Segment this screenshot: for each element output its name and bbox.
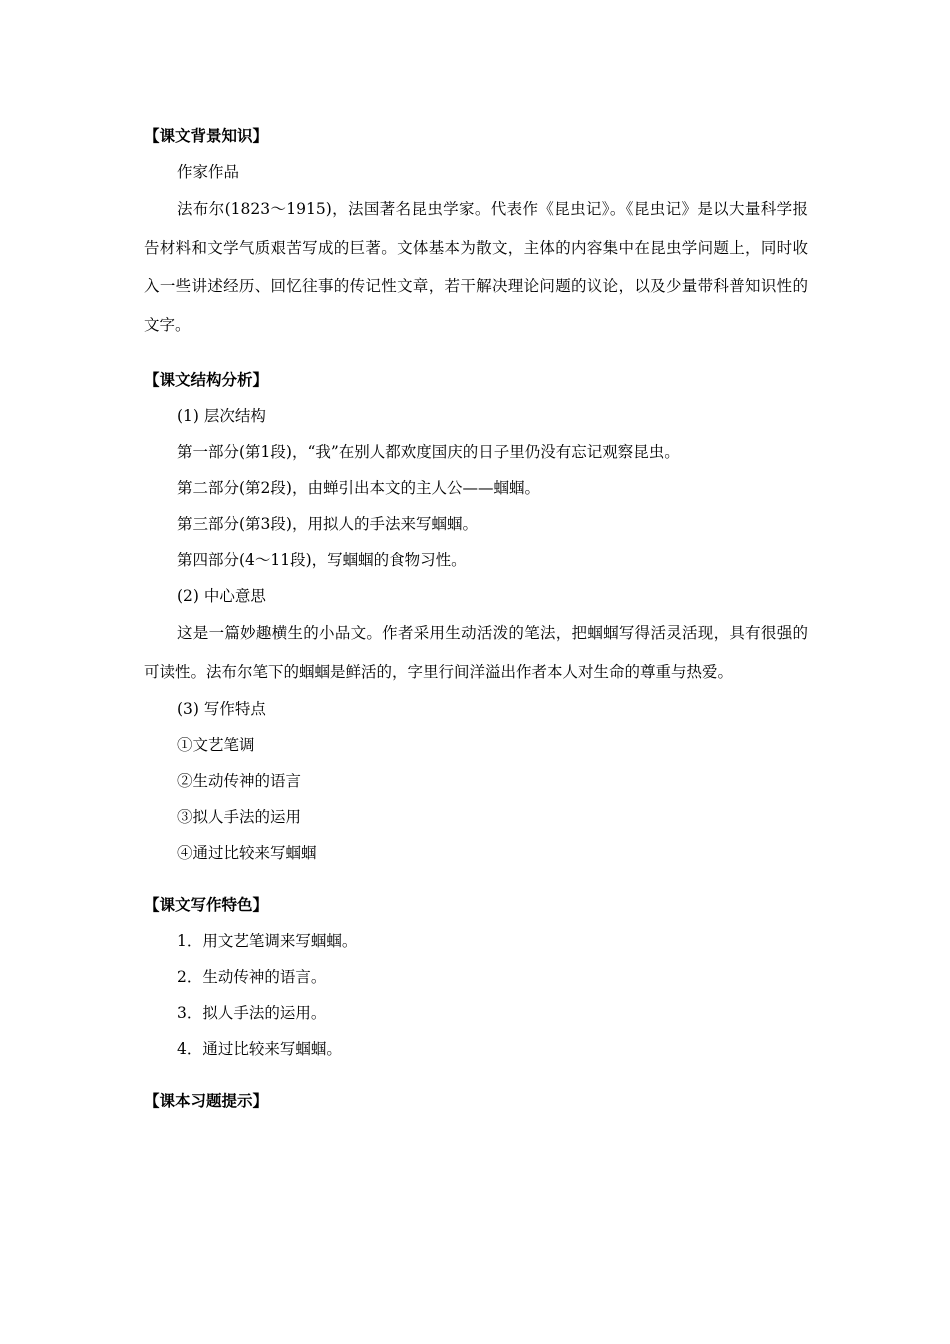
section-heading-structure: 【课文结构分析】 — [144, 371, 269, 389]
list-item-writing-4: 4．通过比较来写蝈蝈。 — [177, 1040, 342, 1058]
section-heading-writing: 【课文写作特色】 — [144, 896, 269, 914]
subheading-layers: (1) 层次结构 — [177, 407, 266, 425]
section-heading-background: 【课文背景知识】 — [144, 127, 269, 145]
subheading-author-works: 作家作品 — [177, 163, 240, 181]
list-item-writing-2: 2．生动传神的语言。 — [177, 968, 327, 986]
subheading-writing-features: (3) 写作特点 — [177, 700, 266, 718]
list-item-part-2: 第二部分(第2段)，由蝉引出本文的主人公——蝈蝈。 — [177, 479, 540, 497]
list-item-feature-3: ③拟人手法的运用 — [177, 808, 302, 826]
list-item-feature-4: ④通过比较来写蝈蝈 — [177, 844, 317, 862]
section-gap — [144, 871, 808, 887]
list-item-writing-1: 1．用文艺笔调来写蝈蝈。 — [177, 932, 358, 950]
list-item-part-3: 第三部分(第3段)，用拟人的手法来写蝈蝈。 — [177, 515, 478, 533]
section-gap — [144, 344, 808, 362]
section-heading-exercises: 【课本习题提示】 — [144, 1092, 269, 1110]
subheading-central-idea: (2) 中心意思 — [177, 587, 266, 605]
document-content — [144, 118, 808, 1119]
list-item-part-1: 第一部分(第1段)，“我”在别人都欢度国庆的日子里仍没有忘记观察昆虫。 — [177, 443, 680, 461]
list-item-feature-2: ②生动传神的语言 — [177, 772, 302, 790]
section-gap — [144, 1067, 808, 1083]
list-item-feature-1: ①文艺笔调 — [177, 736, 255, 754]
paragraph-author-intro: 法布尔(1823～1915)，法国著名昆虫学家。代表作《昆虫记》。《昆虫记》是以大量科学报告材料和文学气质艰苦写成的巨著。文体基本为散文，主体的内容集中在昆虫学问题上，同时收入一些讲述经历、回忆往事的传记性文章，若干解决理论问题的议论，以及少量带科普知识性的文字。 — [144, 200, 808, 334]
list-item-part-4: 第四部分(4～11段)，写蝈蝈的食物习性。 — [177, 551, 467, 569]
list-item-writing-3: 3．拟人手法的运用。 — [177, 1004, 327, 1022]
paragraph-central-idea: 这是一篇妙趣横生的小品文。作者采用生动活泼的笔法，把蝈蝈写得活灵活现，具有很强的可读性。法布尔笔下的蝈蝈是鲜活的，字里行间洋溢出作者本人对生命的尊重与热爱。 — [144, 624, 808, 681]
